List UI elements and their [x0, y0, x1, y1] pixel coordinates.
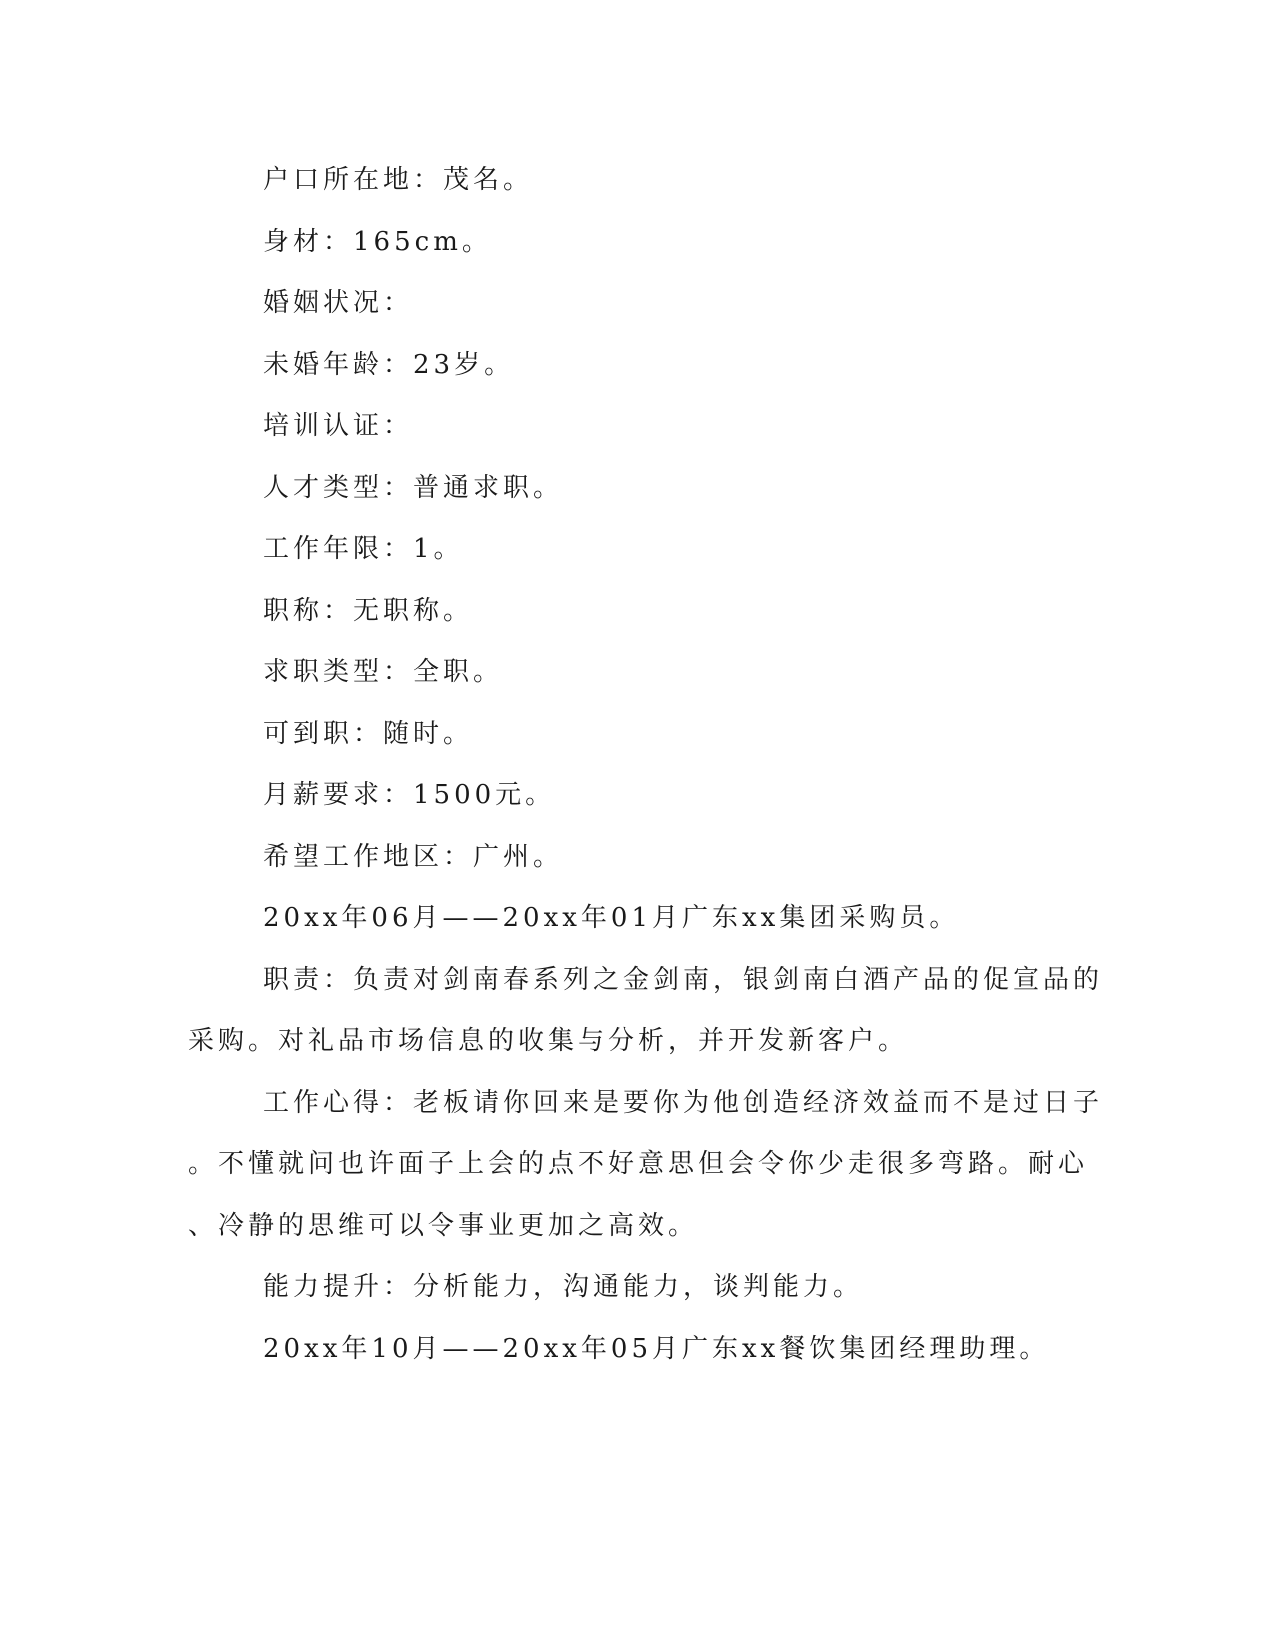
field-title: 职称：无职称。 [263, 595, 474, 626]
job1-ability: 能力提升：分析能力，沟通能力，谈判能力。 [263, 1272, 864, 1302]
field-age: 未婚年龄：23岁。 [263, 349, 515, 380]
job1-insight-line: 。不懂就问也许面子上会的点不好意思但会令你少走很多弯路。耐心 [188, 1149, 1089, 1179]
field-work-years: 工作年限：1。 [263, 534, 464, 564]
field-job-type: 求职类型：全职。 [263, 657, 504, 687]
job2-heading: 20xx年10月——20xx年05月广东xx餐饮集团经理助理。 [263, 1333, 1050, 1364]
field-talent-type: 人才类型：普通求职。 [263, 472, 564, 503]
job1-insight-line: 工作心得：老板请你回来是要你为他创造经济效益而不是过日子 [263, 1087, 1104, 1118]
field-availability: 可到职：随时。 [263, 718, 474, 749]
job1-duty-paragraph [188, 950, 1104, 1073]
field-marital-status: 婚姻状况： [263, 288, 414, 318]
field-hukou: 户口所在地：茂名。 [263, 165, 534, 195]
document-body [188, 150, 1104, 1380]
job1-duty-line: 采购。对礼品市场信息的收集与分析，并开发新客户。 [188, 1026, 909, 1056]
field-height: 身材：165cm。 [263, 226, 492, 257]
field-work-location: 希望工作地区：广州。 [263, 841, 564, 872]
field-salary: 月薪要求：1500元。 [263, 780, 556, 810]
job1-insight-paragraph [188, 1073, 1104, 1258]
job1-heading: 20xx年06月——20xx年01月广东xx集团采购员。 [263, 903, 960, 933]
job1-duty-line: 职责：负责对剑南春系列之金剑南，银剑南白酒产品的促宣品的 [263, 964, 1104, 995]
field-training: 培训认证： [263, 411, 414, 441]
job1-insight-line: 、冷静的思维可以令事业更加之高效。 [188, 1210, 699, 1241]
